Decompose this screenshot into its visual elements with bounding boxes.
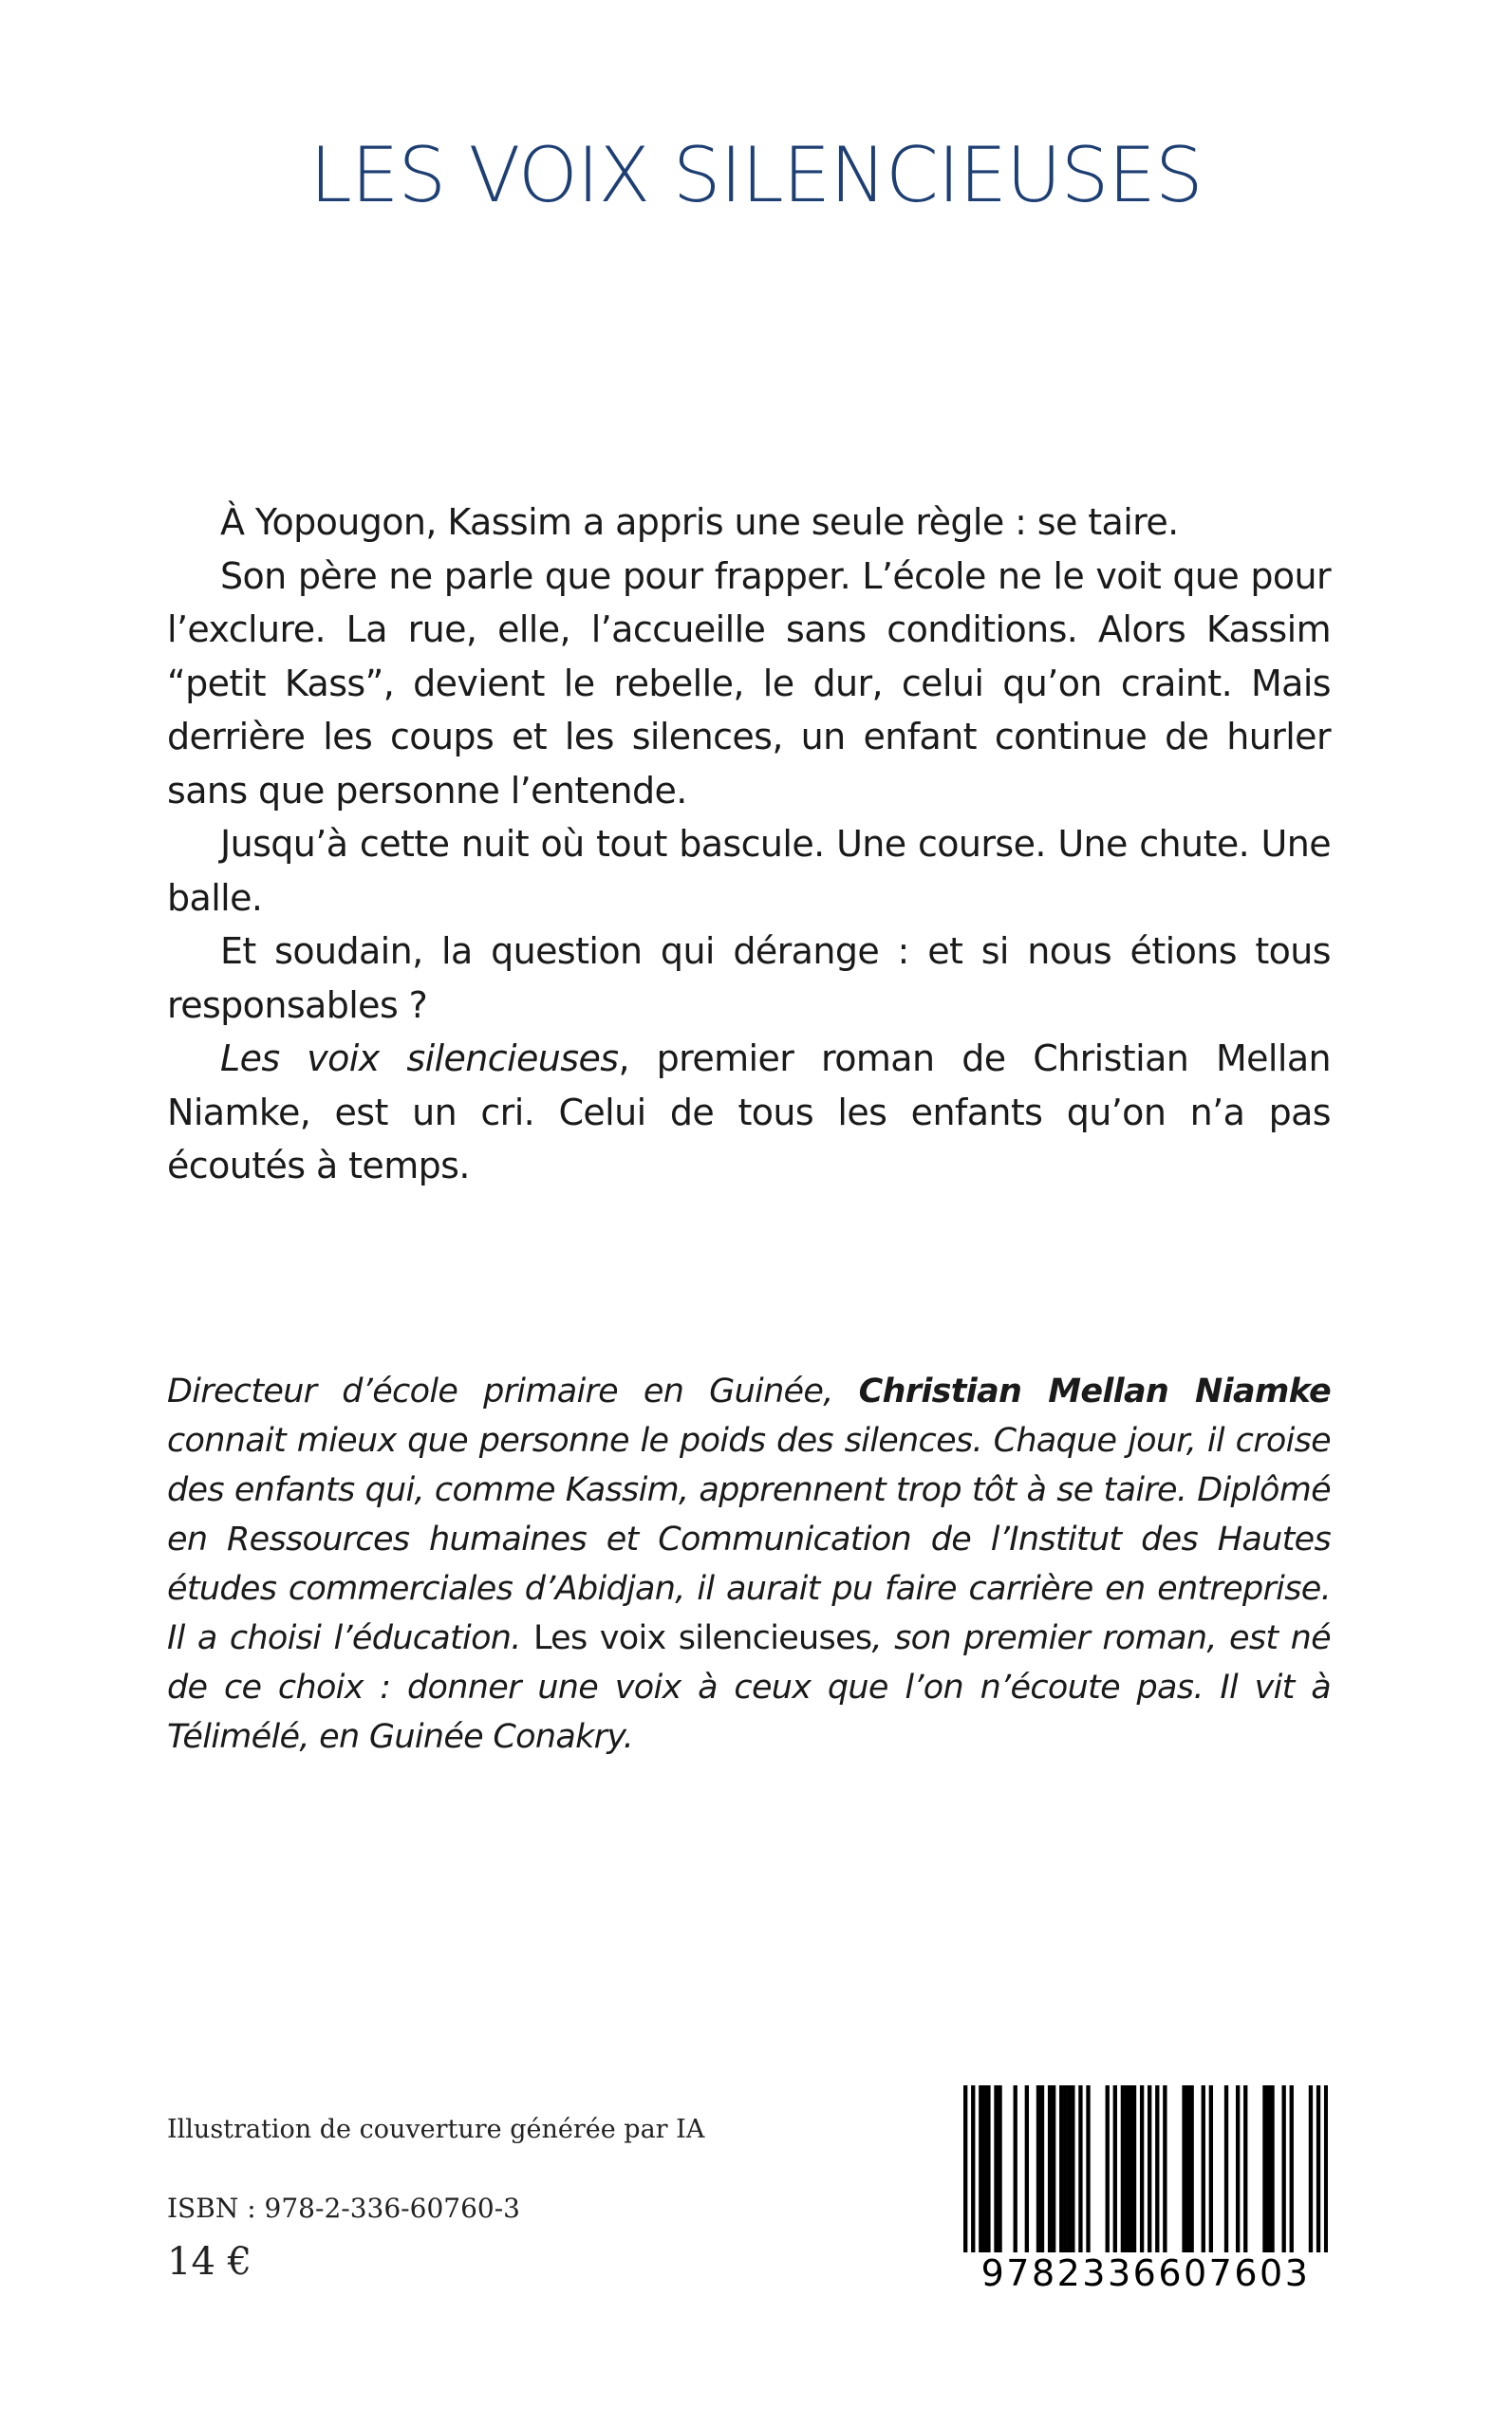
barcode-bar: [1262, 2085, 1266, 2252]
barcode-bar: [1182, 2085, 1185, 2252]
synopsis-paragraph: [167, 1032, 1331, 1193]
author-bio: [167, 1367, 1331, 1762]
barcode-bar: [1202, 2085, 1205, 2252]
isbn: ISBN : 978-2-336-60760-3: [167, 2193, 520, 2224]
barcode-bar: [986, 2085, 990, 2252]
barcode-bar: [1266, 2085, 1270, 2252]
synopsis-paragraph: Son père ne parle que pour frapper. L’école ne le voit que pour l’exclure. La rue, elle, l’accueille sans conditions. Alors Kassim “petit Kass”, devient le rebelle, le dur, celui qu’on craint. Mais derrière les coups et les silences, un enfant continue de hurler sans que personne l’entende.: [167, 554, 1331, 812]
bio-book-title: Les voix silencieuses: [532, 1619, 872, 1657]
barcode-bar: [1036, 2085, 1040, 2252]
barcode-bar: [1189, 2085, 1193, 2252]
synopsis-paragraph: Et soudain, la question qui dérange : et si nous étions tous responsables ?: [167, 930, 1331, 1026]
barcode-bar: [1014, 2085, 1017, 2252]
barcode-bar: [1071, 2085, 1074, 2252]
synopsis-paragraph: À Yopougon, Kassim a appris une seule règle : se taire.: [220, 501, 1179, 543]
bio-author-name: Christian Mellan Niamke: [858, 1373, 1332, 1410]
barcode-bar: [1106, 2085, 1110, 2252]
barcode-bar: [1132, 2085, 1136, 2252]
barcode-bar: [1148, 2085, 1151, 2252]
book-title: LES VOIX SILENCIEUSES: [309, 131, 1203, 219]
barcode-bar: [971, 2085, 975, 2252]
barcode-bar: [982, 2085, 986, 2252]
bio-text-end: , son premier roman, est né de ce choix : donner une voix à ceux que l’on n’écoute pas. Il vit à Télimélé, en Guinée Conakry.: [167, 1619, 1331, 1756]
barcode-bar: [1185, 2085, 1189, 2252]
barcode-bar: [979, 2085, 982, 2252]
barcode-bar: [1025, 2085, 1029, 2252]
barcode-bar: [1163, 2085, 1167, 2252]
synopsis: [167, 495, 1331, 1193]
barcode-bar: [1067, 2085, 1071, 2252]
synopsis-book-title: Les voix silencieuses: [220, 1037, 619, 1079]
barcode-bar: [1086, 2085, 1090, 2252]
barcode-bar: [1309, 2085, 1313, 2252]
barcode-bar: [994, 2085, 998, 2252]
barcode-bar: [1113, 2085, 1117, 2252]
synopsis-paragraph: Jusqu’à cette nuit où tout bascule. Une course. Une chute. Une balle.: [167, 823, 1331, 919]
barcode-bar: [1209, 2085, 1213, 2252]
barcode-bar: [1052, 2085, 1055, 2252]
bio-text: connait mieux que personne le poids des silences. Chaque jour, il croise des enfants qui, comme Kassim, apprennent trop tôt à se taire. Diplômé en Ressources humaines et Communication de l’Institut des Hautes études commerciales d’Abidjan, il aurait pu faire carrière en entreprise. Il a choisi l’éducation.: [167, 1422, 1331, 1657]
barcode-bar: [1270, 2085, 1274, 2252]
barcode-bar: [1059, 2085, 1063, 2252]
barcode-bar: [1125, 2085, 1129, 2252]
barcode-bar: [1224, 2085, 1228, 2252]
barcode-bar: [1140, 2085, 1144, 2252]
barcode-bar: [1121, 2085, 1125, 2252]
barcode-bar: [1048, 2085, 1052, 2252]
barcode-bar: [1324, 2085, 1328, 2252]
synopsis-text: , premier roman de Christian Mellan Niamke, est un cri. Celui de tous les enfants qu’on n’a pas écoutés à temps.: [167, 1037, 1332, 1186]
barcode-bar: [1236, 2085, 1240, 2252]
barcode-bar: [1129, 2085, 1132, 2252]
barcode-bar: [1316, 2085, 1320, 2252]
illustration-credit: Illustration de couverture générée par IA: [167, 2115, 705, 2144]
price: 14 €: [167, 2240, 252, 2284]
barcode-bar: [1155, 2085, 1159, 2252]
barcode-bar: [1040, 2085, 1044, 2252]
barcode-digits: 9782336607603: [980, 2252, 1311, 2294]
barcode-bar: [1078, 2085, 1082, 2252]
barcode-bar: [1290, 2085, 1294, 2252]
bio-lead: Directeur d’école primaire en Guinée,: [167, 1373, 859, 1410]
barcode-bar: [1063, 2085, 1067, 2252]
barcode-bar: [1281, 2085, 1285, 2252]
barcode: [963, 2085, 1328, 2294]
barcode-bar: [963, 2085, 967, 2252]
barcode-bar: [998, 2085, 1001, 2252]
barcode-bar: [1243, 2085, 1247, 2252]
barcode-bars: [963, 2085, 1328, 2256]
